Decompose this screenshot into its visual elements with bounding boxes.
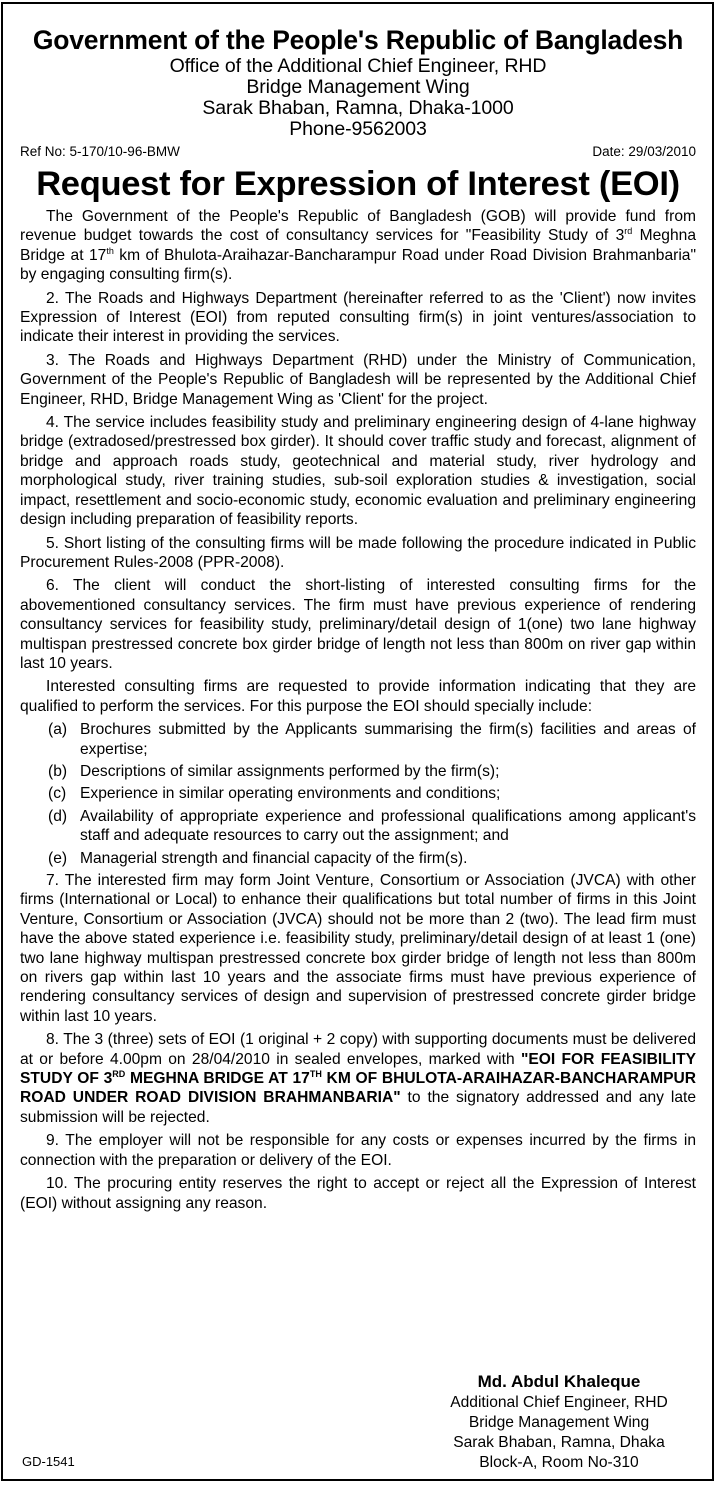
paragraph-interest: Interested consulting firms are requested to provide information indicating that they are qualified to perform the services. For this purpose the EOI should specially include:: [20, 678, 696, 715]
signatory-title: Additional Chief Engineer, RHD: [450, 1394, 668, 1411]
list-item: (c) Experience in similar operating environments and conditions;: [48, 785, 501, 803]
paragraph-7: 7. The interested firm may form Joint Venture, Consortium or Association (JVCA) with other firms (International or Local) to enhance their qualifications but total number of firms in this Joint Venture, Consortium or Association (JVCA) should not be more than 2 (two). The lead firm must have the above stated experience i.e. feasibility study, preliminary/detail design of at least 1 (one) two lane highway multispan prestressed concrete box girder bridge of length not less than 800m on rivers gap within last 10 years and the associate firms must have previous experience of rendering consultancy services of design and supervision of prestressed concrete girder bridge within last 10 years.: [20, 872, 696, 1025]
list-item: (b) Descriptions of similar assignments performed by the firm(s);: [48, 762, 500, 780]
paragraph-5: 5. Short listing of the consulting firms will be made following the procedure indicated in Public Procurement Rules-2008 (PPR-2008).: [20, 534, 696, 571]
paragraph-3: 3. The Roads and Highways Department (RHD) under the Ministry of Communication, Government of the People's Republic of Bangladesh will be represented by the Additional Chief Engineer, RHD, Bridge Management Wing as 'Client' for the project.: [20, 351, 696, 408]
paragraph-6: 6. The client will conduct the short-listing of interested consulting firms for the abovementioned consultancy services. The firm must have previous experience of rendering consultancy services for feasibility study, preliminary/detail design of 1(one) two lane highway multispan prestressed concrete box girder bridge of length not less than 800m on river gap within last 10 years.: [20, 577, 696, 672]
signatory-room: Block-A, Room No-310: [479, 1454, 639, 1471]
paragraph-1: The Government of the People's Republic of Bangladesh (GOB) will provide fund from revenue budget towards the cost of consultancy services for "Feasibility Study of 3rd Meghna Bridge at 17th km of Bhulota-Araihazar-Bancharampur Road under Road Division Brahmanbaria" by engaging consulting firm(s).: [20, 208, 697, 284]
ref-date-row: [20, 143, 696, 161]
signatory-wing: Bridge Management Wing: [468, 1414, 650, 1431]
notice-title: Request for Expression of Interest (EOI): [36, 165, 680, 203]
paragraph-8: 8. The 3 (three) sets of EOI (1 original + 2 copy) with supporting documents must be delivered at or before 4.00pm on 28/04/2010 in sealed envelopes, marked with "EOI FOR FEASIBILITY STUDY OF 3RD MEGHNA BRIDGE AT 17TH KM OF BHULOTA-ARAIHAZAR-BANCHARAMPUR ROAD UNDER ROAD DIVISION BRAHMANBARIA" to the signatory addressed and any late submission will be rejected.: [20, 1031, 696, 1126]
list-item: (a) Brochures submitted by the Applicants summarising the firm(s) facilities and areas of expertise;: [48, 721, 696, 758]
notice-content: [20, 24, 696, 1217]
signatory-address: Sarak Bhaban, Ramna, Dhaka: [453, 1434, 665, 1451]
list-item: (d) Availability of appropriate experience and professional qualifications among applicant's staff and adequate resources to carry out the assignment; and: [48, 807, 696, 845]
signature-block: [424, 1371, 694, 1473]
list-item: (e) Managerial strength and financial capacity of the firm(s).: [48, 849, 468, 867]
paragraph-2: 2. The Roads and Highways Department (hereinafter referred to as the 'Client') now invites Expression of Interest (EOI) from reputed consulting firm(s) in joint ventures/association to indicate their interest in providing the services.: [20, 289, 696, 346]
government-heading: Government of the People's Republic of Bangladesh: [32, 25, 684, 55]
signatory-name: Md. Abdul Khaleque: [477, 1372, 641, 1391]
office-line: Office of the Additional Chief Engineer, RHD: [169, 55, 547, 77]
paragraph-4: 4. The service includes feasibility study and preliminary engineering design of 4-lane highway bridge (extradosed/prestressed box girder). It should cover traffic study and forecast, alignment of bridge and approach roads study, geotechnical and material study, river hydrology and morphological study, river training studies, sub-soil exploration studies & investigation, social impact, resettlement and socio-economic study, economic evaluation and preliminary engineering design including preparation of feasibility reports.: [20, 414, 696, 529]
paragraph-9: 9. The employer will not be responsible for any costs or expenses incurred by the firms in connection with the preparation or delivery of the EOI.: [20, 1132, 696, 1169]
gd-code: GD-1541: [22, 1454, 75, 1469]
ref-number: Ref No: 5-170/10-96-BMW: [20, 144, 180, 159]
eoi-requirements-list: [20, 720, 696, 868]
phone-line: Phone-9562003: [289, 118, 427, 140]
notice-date: Date: 29/03/2010: [592, 144, 696, 159]
paragraph-10: 10. The procuring entity reserves the right to accept or reject all the Expression of Interest (EOI) without assigning any reason.: [20, 1175, 696, 1212]
wing-line: Bridge Management Wing: [246, 76, 470, 98]
address-line: Sarak Bhaban, Ramna, Dhaka-1000: [202, 97, 514, 119]
